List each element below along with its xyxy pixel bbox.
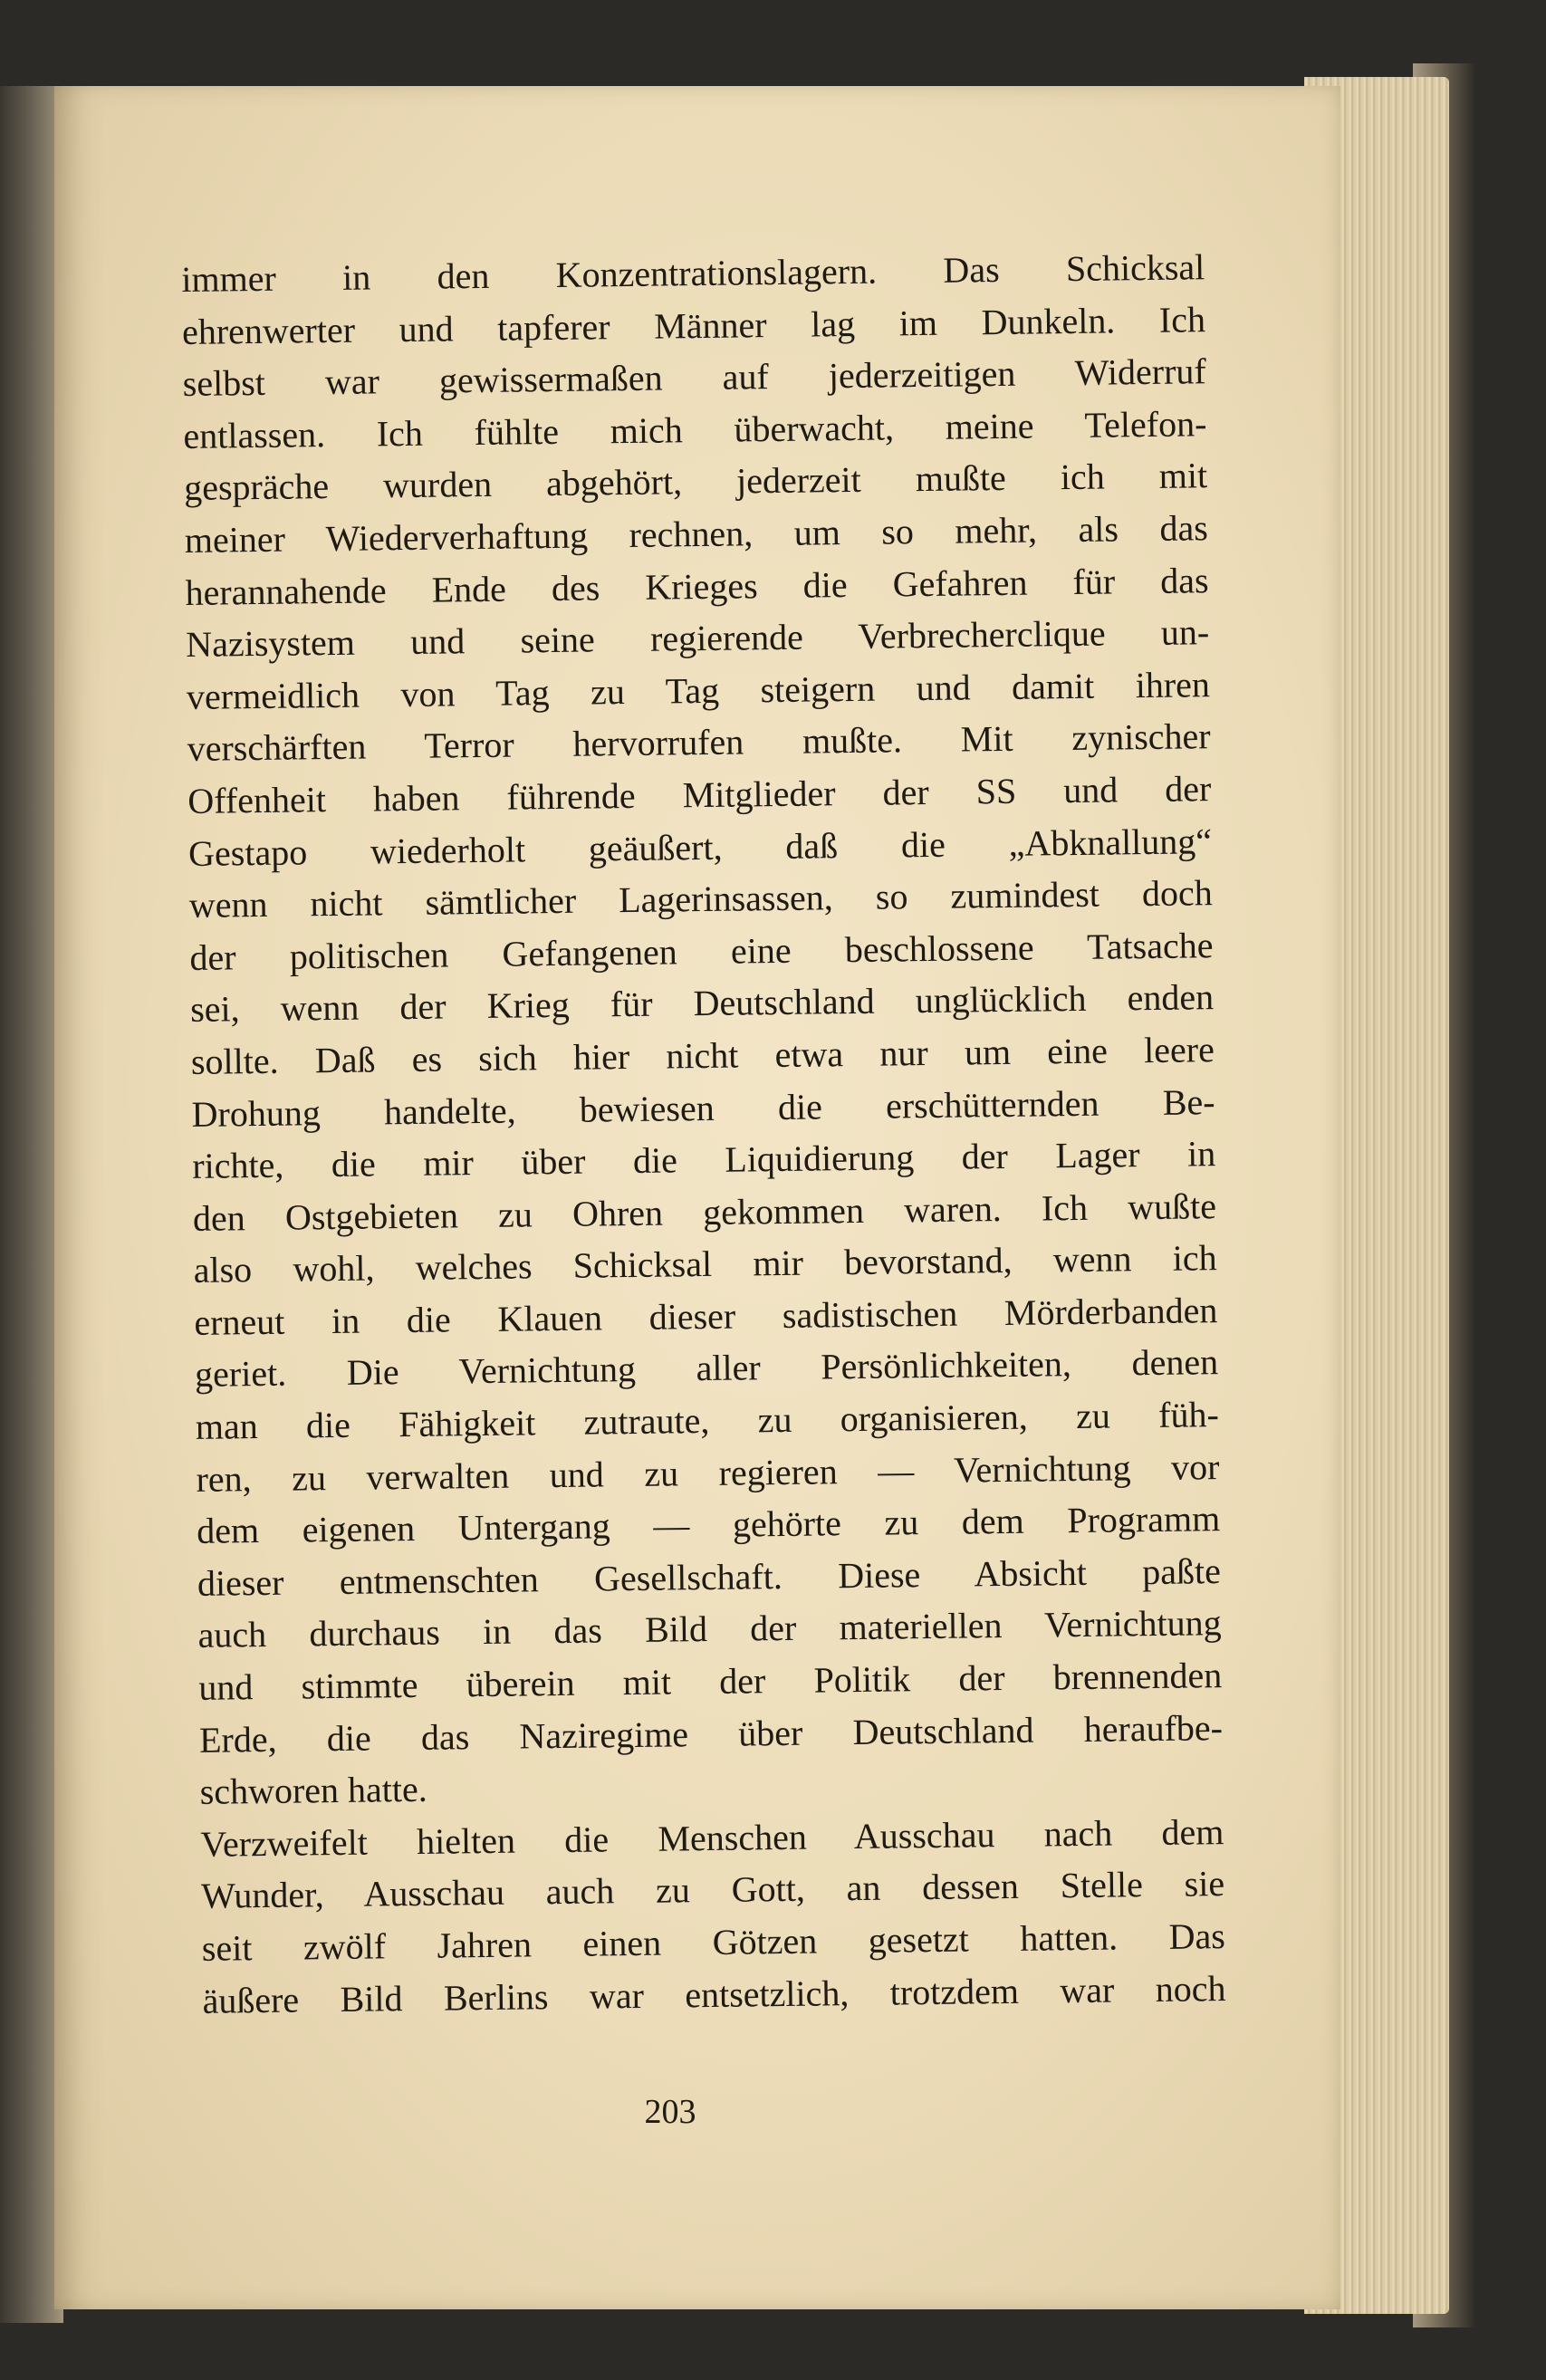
- book-page: [54, 86, 1340, 2309]
- text-line: selbst war gewissermaßen auf jederzeitigen Widerruf: [182, 350, 1206, 405]
- text-line: seit zwölf Jahren einen Götzen gesetzt hatten. Das: [201, 1915, 1226, 1969]
- text-line: äußere Bild Berlins war entsetzlich, trotzdem war noch: [202, 1967, 1226, 2021]
- text-line: ehrenwerter und tapferer Männer lag im Dunkeln. Ich: [181, 298, 1206, 352]
- text-line: sei, wenn der Krieg für Deutschland unglücklich enden: [189, 976, 1215, 1031]
- text-line: richte, die mir über die Liquidierung der Lager in: [192, 1133, 1216, 1187]
- text-line: ren, zu verwalten und zu regieren — Vernichtung vor: [196, 1445, 1220, 1500]
- text-line: auch durchaus in das Bild der materiellen Vernichtung: [197, 1602, 1222, 1656]
- text-line: man die Fähigkeit zutraute, zu organisieren, zu füh-: [195, 1394, 1220, 1447]
- text-line: Erde, die das Naziregime über Deutschland heraufbe-: [198, 1706, 1224, 1761]
- text-line: verschärften Terror hervorrufen mußte. Mit zynischer: [187, 715, 1211, 770]
- text-line: Wunder, Ausschau auch zu Gott, an dessen Stelle sie: [200, 1863, 1225, 1917]
- text-line: erneut in die Klauen dieser sadistischen Mörderbanden: [194, 1289, 1218, 1343]
- text-line: vermeidlich von Tag zu Tag steigern und damit ihren: [186, 663, 1211, 717]
- text-line: also wohl, welches Schicksal mir bevorstand, wenn ich: [193, 1237, 1217, 1291]
- text-line: entlassen. Ich fühlte mich überwacht, meine Telefon-: [183, 402, 1207, 456]
- body-text: [181, 241, 1226, 2027]
- text-line: Nazisystem und seine regierende Verbrecherclique un-: [185, 611, 1210, 666]
- page-number: 203: [644, 2093, 696, 2131]
- text-line: wenn nicht sämtlicher Lagerinsassen, so zumindest doch: [188, 872, 1213, 926]
- text-line: Drohung handelte, bewiesen die erschütternden Be-: [191, 1080, 1215, 1135]
- text-line: geriet. Die Vernichtung aller Persönlichkeiten, denen: [194, 1341, 1219, 1396]
- text-line: sollte. Daß es sich hier nicht etwa nur um eine leere: [190, 1029, 1215, 1082]
- text-line: immer in den Konzentrationslagern. Das Schicksal: [181, 246, 1205, 300]
- text-line: schworen hatte.: [199, 1769, 428, 1813]
- text-line: der politischen Gefangenen eine beschlossene Tatsache: [189, 924, 1214, 978]
- text-line: und stimmte überein mit der Politik der brennenden: [198, 1655, 1223, 1708]
- text-line: meiner Wiederverhaftung rechnen, um so mehr, als das: [184, 507, 1209, 561]
- text-line: Gestapo wiederholt geäußert, daß die „Abknallung“: [187, 820, 1213, 874]
- text-line: den Ostgebieten zu Ohren gekommen waren. Ich wußte: [192, 1185, 1217, 1239]
- text-line: Offenheit haben führende Mitglieder der SS und der: [187, 768, 1212, 821]
- text-line: gespräche wurden abgehört, jederzeit mußte ich mit: [183, 455, 1208, 509]
- text-line: herannahende Ende des Krieges die Gefahren für das: [185, 559, 1209, 613]
- text-line: dem eigenen Untergang — gehörte zu dem Programm: [196, 1498, 1221, 1552]
- text-line: dieser entmenschten Gesellschaft. Diese Absicht paßte: [197, 1550, 1222, 1604]
- text-line: Verzweifelt hielten die Menschen Ausschau nach dem: [200, 1810, 1224, 1865]
